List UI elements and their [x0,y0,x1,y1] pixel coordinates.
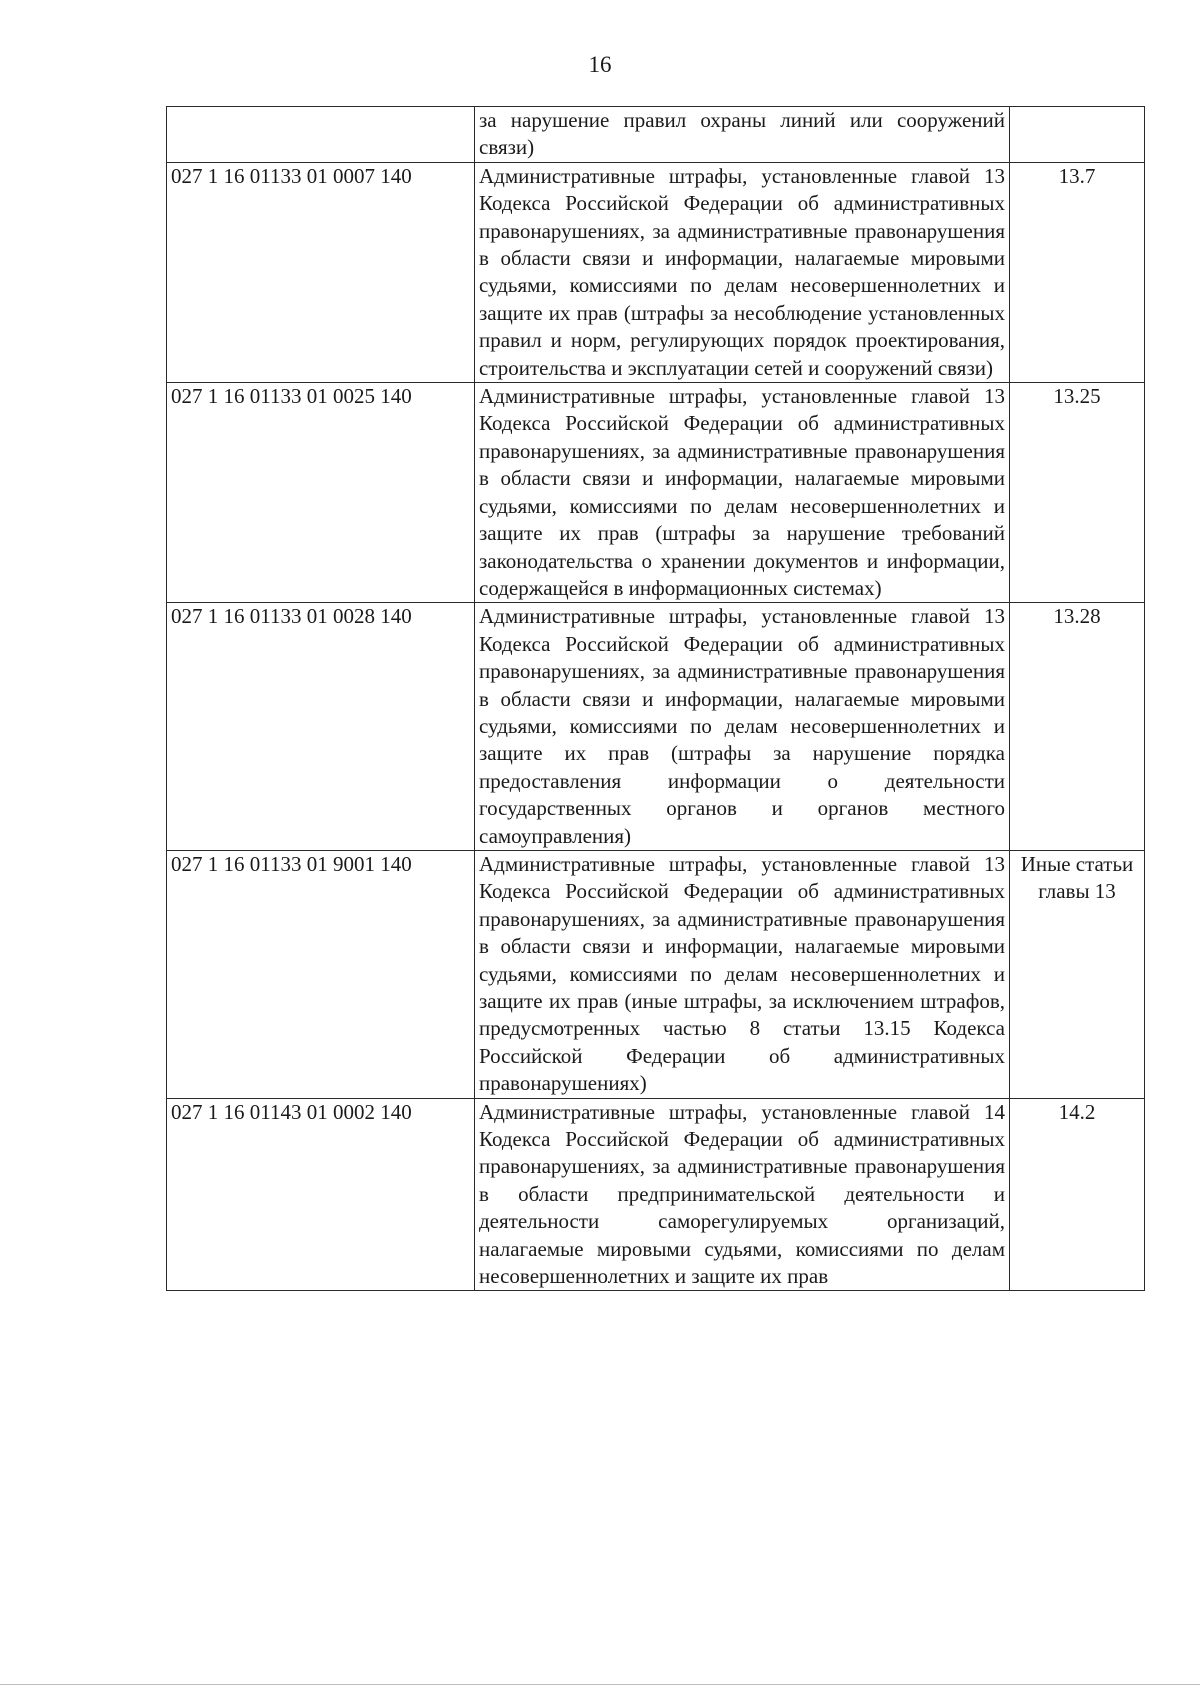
article-cell: 14.2 [1010,1098,1145,1291]
description-cell: Административные штрафы, установленные главой 13 Кодекса Российской Федерации об административных правонарушениях, за административные правонарушения в области связи и информации, налагаемые мировыми судьями, комиссиями по делам несовершеннолетних и защите их прав (штрафы за нарушение порядка предоставления информации о деятельности государственных органов и органов местного самоуправления) [475,603,1010,851]
description-cell: за нарушение правил охраны линий или сооружений связи) [475,107,1010,163]
table-row [167,1098,1145,1291]
description-cell: Административные штрафы, установленные главой 13 Кодекса Российской Федерации об административных правонарушениях, за административные правонарушения в области связи и информации, налагаемые мировыми судьями, комиссиями по делам несовершеннолетних и защите их прав (штрафы за несоблюдение установленных правил и норм, регулирующих порядок проектирования, строительства и эксплуатации сетей и сооружений связи) [475,162,1010,382]
budget-code-cell: 027 1 16 01143 01 0002 140 [167,1098,475,1291]
description-cell: Административные штрафы, установленные главой 13 Кодекса Российской Федерации об административных правонарушениях, за административные правонарушения в области связи и информации, налагаемые мировыми судьями, комиссиями по делам несовершеннолетних и защите их прав (иные штрафы, за исключением штрафов, предусмотренных частью 8 статьи 13.15 Кодекса Российской Федерации об административных правонарушениях) [475,850,1010,1098]
article-cell: 13.28 [1010,603,1145,851]
page-edge-line [0,1684,1200,1685]
budget-code-cell: 027 1 16 01133 01 9001 140 [167,850,475,1098]
budget-code-cell: 027 1 16 01133 01 0028 140 [167,603,475,851]
article-cell [1010,107,1145,163]
article-cell: 13.7 [1010,162,1145,382]
table-row [167,162,1145,382]
budget-code-cell [167,107,475,163]
table-row [167,107,1145,163]
table-row [167,383,1145,603]
page-number: 16 [588,52,612,77]
description-cell: Административные штрафы, установленные главой 13 Кодекса Российской Федерации об административных правонарушениях, за административные правонарушения в области связи и информации, налагаемые мировыми судьями, комиссиями по делам несовершеннолетних и защите их прав (штрафы за нарушение требований законодательства о хранении документов и информации, содержащейся в информационных системах) [475,383,1010,603]
budget-code-cell: 027 1 16 01133 01 0025 140 [167,383,475,603]
article-cell: 13.25 [1010,383,1145,603]
table-row [167,850,1145,1098]
table-row [167,603,1145,851]
article-cell: Иные статьи главы 13 [1010,850,1145,1098]
description-cell: Административные штрафы, установленные главой 14 Кодекса Российской Федерации об административных правонарушениях, за административные правонарушения в области предпринимательской деятельности и деятельности саморегулируемых организаций, налагаемые мировыми судьями, комиссиями по делам несовершеннолетних и защите их прав [475,1098,1010,1291]
budget-code-cell: 027 1 16 01133 01 0007 140 [167,162,475,382]
budget-codes-table [166,106,1145,1291]
